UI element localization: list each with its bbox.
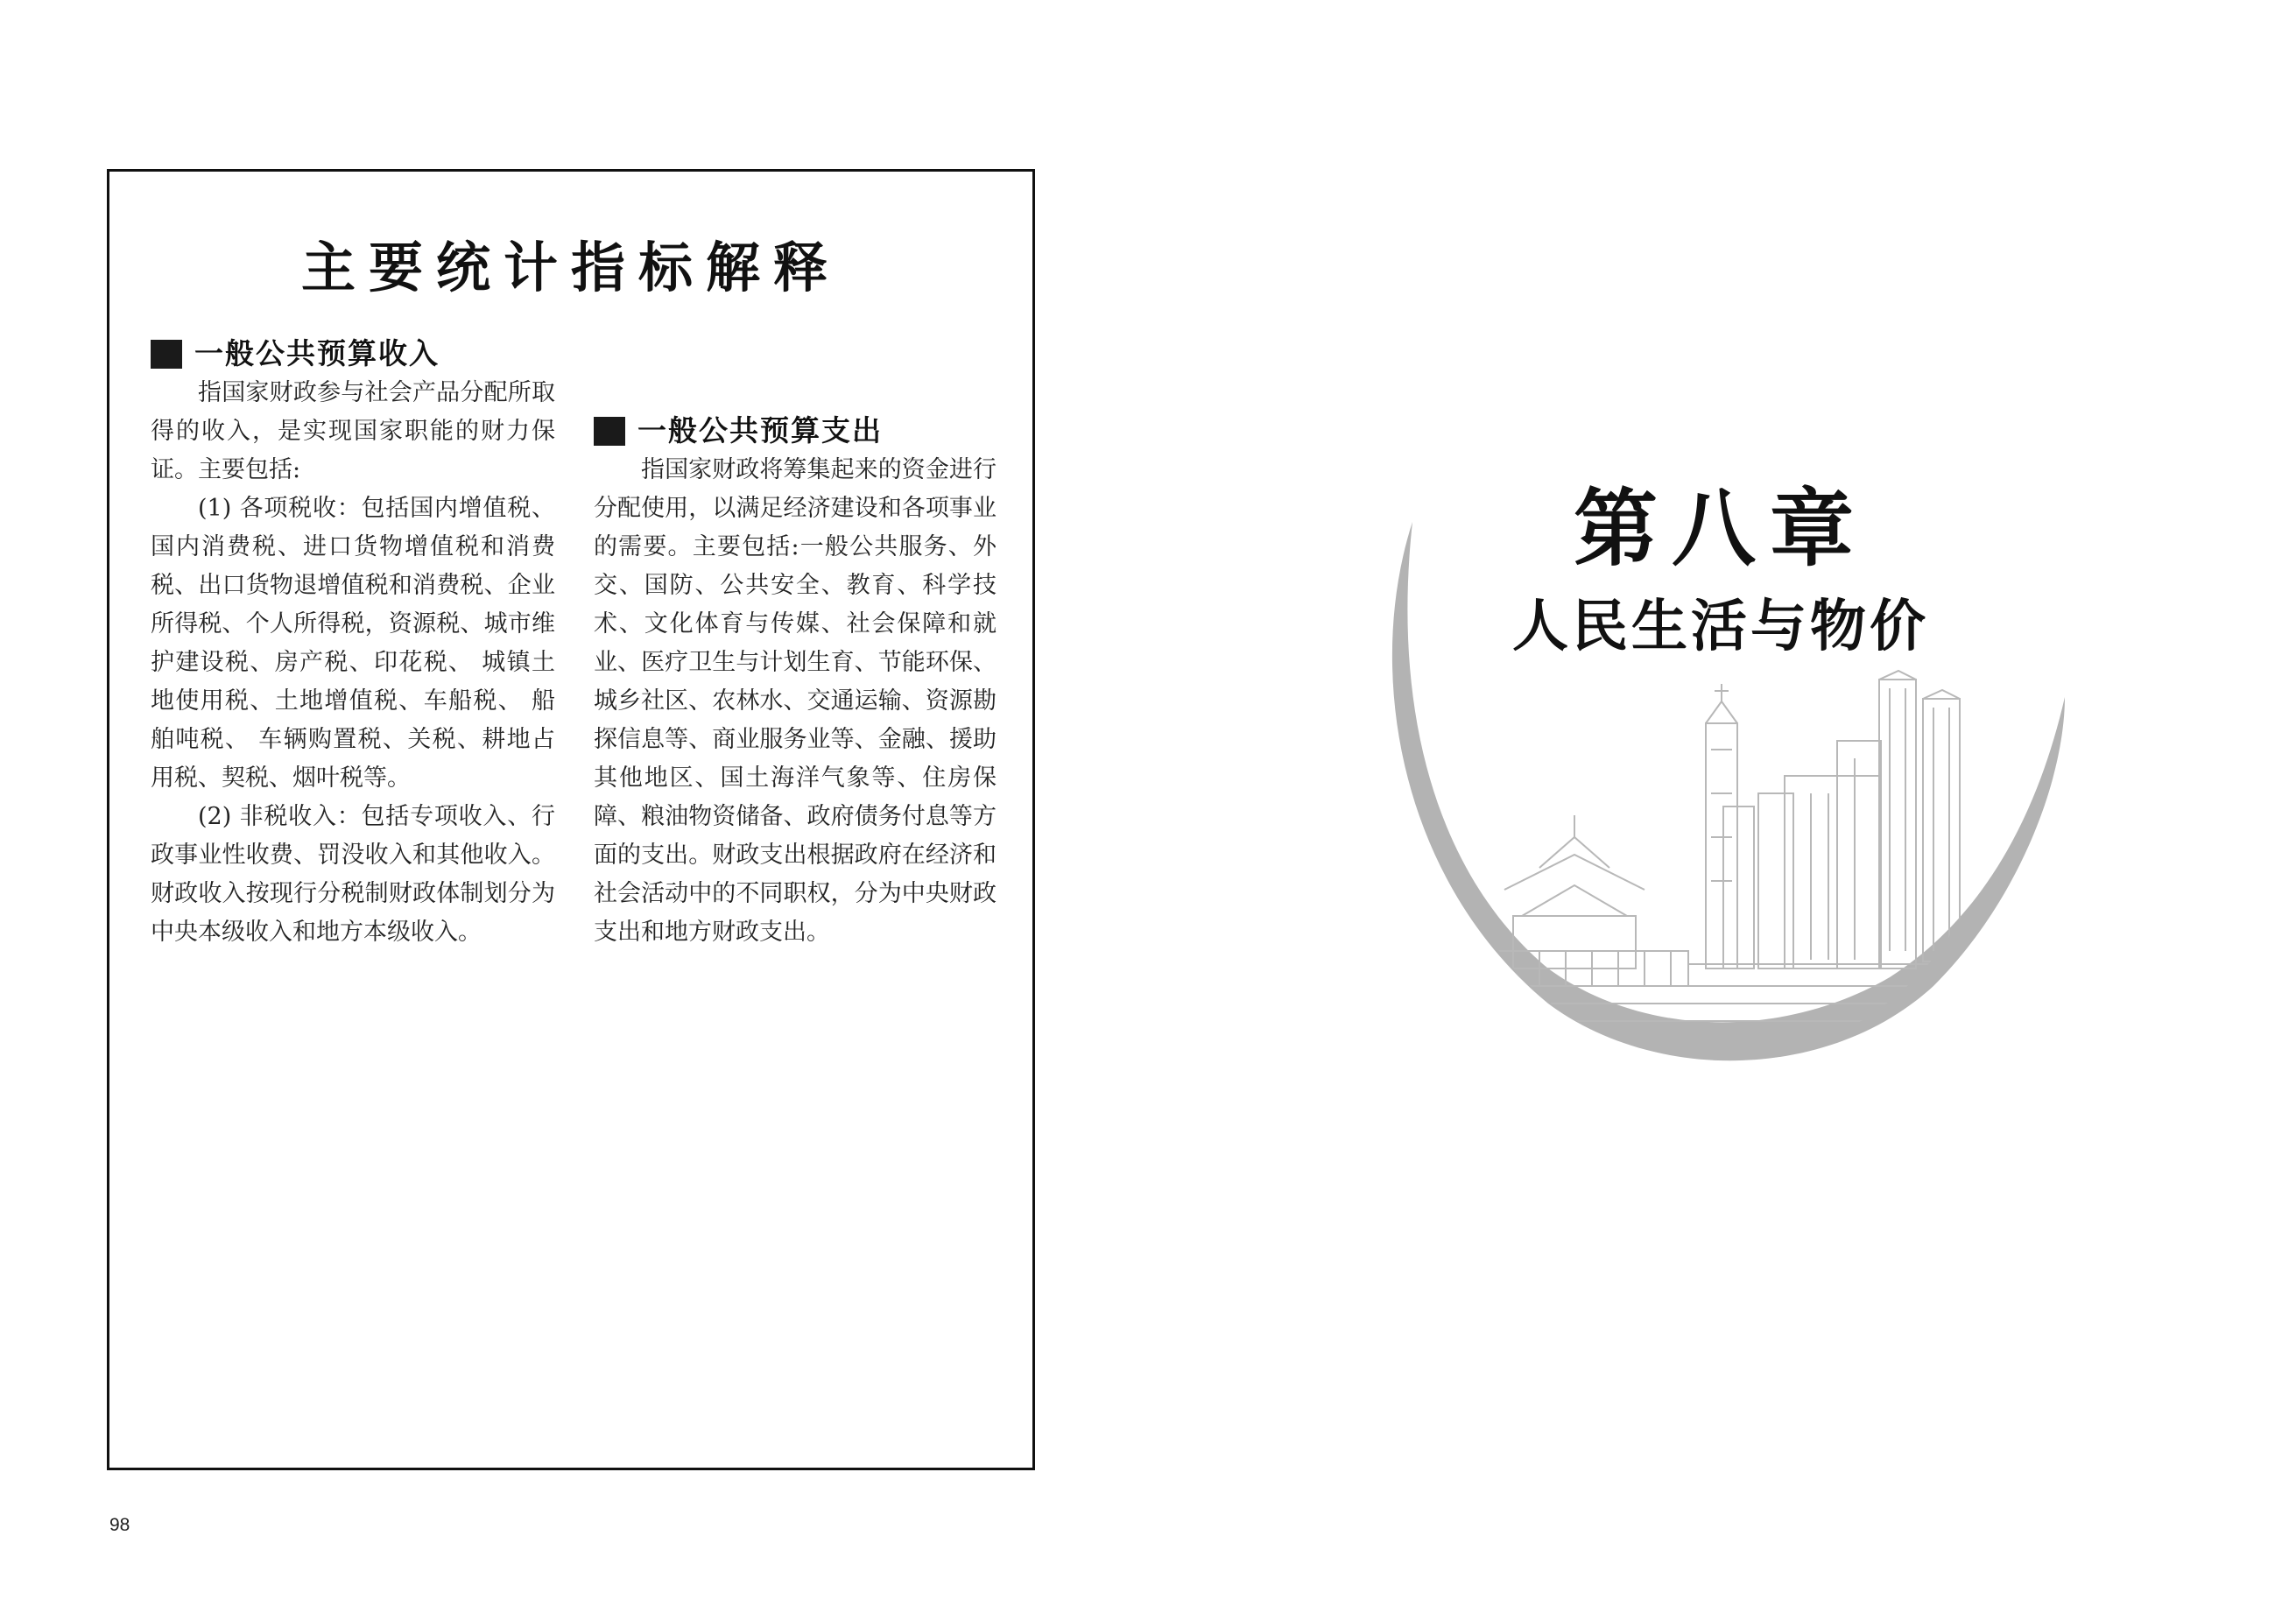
left-column bbox=[151, 334, 555, 952]
clock-tower bbox=[1706, 684, 1737, 969]
office-blocks bbox=[1723, 741, 1881, 969]
paragraph: 指国家财政参与社会产品分配所取得的收入，是实现国家职能的财力保证。主要包括: bbox=[151, 379, 555, 483]
square-bullet-icon bbox=[594, 417, 625, 446]
paragraph: (2) 非税收入：包括专项收入、行政事业性收费、罚没收入和其他收入。财政收入按现行分税制财政体制划分为中央本级收入和地方本级收入。 bbox=[151, 803, 555, 946]
paragraph: (1) 各项税收：包括国内增值税、国内消费税、进口货物增值税和消费税、出口货物退增值税和消费税、企业所得税、个人所得税，资源税、城市维护建设税、房产税、印花税、 城镇土地使用税、土地增值税、车船税、 船舶吨税、 车辆购置税、关税、耕地占用税、契税、烟叶税等。 bbox=[151, 495, 555, 792]
definitions-box bbox=[107, 169, 1035, 1470]
temple-building bbox=[1469, 815, 1688, 986]
section-heading-expenditure bbox=[594, 411, 997, 451]
square-bullet-icon bbox=[151, 340, 182, 369]
page-title: 主要统计指标解释 bbox=[300, 236, 841, 299]
chapter-title: 人民生活与物价 bbox=[1512, 595, 1929, 659]
page-number: 98 bbox=[109, 1515, 130, 1535]
section-heading-revenue bbox=[151, 334, 555, 374]
section-heading-text: 一般公共预算收入 bbox=[194, 336, 440, 370]
twin-towers bbox=[1879, 671, 1960, 969]
right-column bbox=[594, 334, 997, 952]
paragraph: 指国家财政将筹集起来的资金进行分配使用，以满足经济建设和各项事业的需要。主要包括:一般公共服务、外交、国防、公共安全、教育、科学技术、文化体育与传媒、社会保障和就业、医疗卫生与计划生育、节能环保、城乡社区、农林水、交通运输、资源勘探信息等、商业服务业等、金融、援助其他地区、国土海洋气象等、住房保障、粮油物资储备、政府债务付息等方面的支出。财政支出根据政府在经济和社会活动中的不同职权，分为中央财政支出和地方财政支出。 bbox=[594, 456, 997, 946]
column-spacer bbox=[594, 334, 997, 411]
section-heading-text: 一般公共预算支出 bbox=[637, 413, 883, 447]
chapter-number: 第八章 bbox=[1574, 479, 1868, 578]
